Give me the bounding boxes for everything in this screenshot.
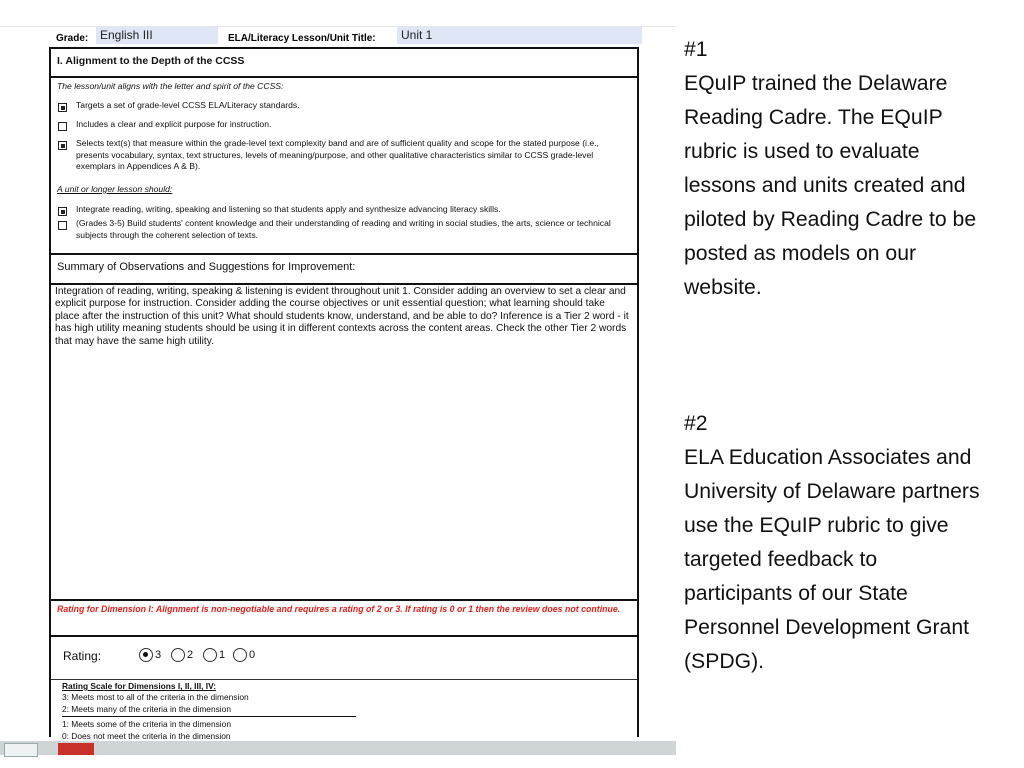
summary-heading-band bbox=[51, 253, 637, 285]
criterion-text: Selects text(s) that measure within the grade-level text complexity band and are of sufficient quality and scope for the stated purpose (i.e., presents vocabulary, syntax, text structures, levels of meaning/purpose, and other qualitative characteristics similar to CCSS grade-level exemplars in Appendices A & B). bbox=[76, 138, 599, 171]
section-heading-band bbox=[51, 49, 637, 78]
rating-option-label: 1 bbox=[219, 649, 226, 661]
title-field[interactable]: Unit 1 bbox=[397, 27, 642, 44]
rating-scale bbox=[51, 679, 637, 739]
criteria-band bbox=[51, 76, 637, 255]
title-label: ELA/Literacy Lesson/Unit Title: bbox=[228, 33, 376, 44]
red-note-band bbox=[51, 599, 637, 637]
rating-radio-3[interactable] bbox=[139, 648, 153, 662]
criterion-checkbox[interactable] bbox=[58, 103, 67, 112]
criterion-checkbox[interactable] bbox=[58, 122, 67, 131]
summary-heading: Summary of Observations and Suggestions for Improvement: bbox=[57, 261, 356, 273]
note-1-text: EQuIP trained the Delaware Reading Cadre. The EQuIP rubric is used to evaluate lessons and units created and piloted by Reading Cadre to be posted as models on our website. bbox=[684, 72, 977, 299]
rating-radio-2[interactable] bbox=[171, 648, 185, 662]
rating-scale-line: 0: Does not meet the criteria in the dimension bbox=[62, 731, 231, 741]
taskbar-app-icon[interactable] bbox=[58, 743, 94, 755]
summary-textarea[interactable] bbox=[51, 283, 637, 601]
unit-criterion-text: (Grades 3-5) Build students' content knowledge and their understanding of reading and writing in social studies, the arts, science or technical subjects through the coherent selection of texts. bbox=[76, 218, 611, 240]
rating-label: Rating: bbox=[63, 649, 102, 663]
rating-scale-line: 3: Meets most to all of the criteria in the dimension bbox=[62, 692, 249, 702]
rating-option-label: 0 bbox=[249, 649, 256, 661]
rating-radio-0[interactable] bbox=[233, 648, 247, 662]
grade-field[interactable]: English III bbox=[96, 27, 218, 44]
criterion-text: Includes a clear and explicit purpose for instruction. bbox=[76, 119, 272, 129]
rating-option-label: 3 bbox=[155, 649, 162, 661]
criterion-text: Targets a set of grade-level CCSS ELA/Literacy standards. bbox=[76, 100, 300, 110]
section-heading: I. Alignment to the Depth of the CCSS bbox=[57, 55, 245, 67]
note-2-number: #2 bbox=[684, 412, 708, 435]
form-header-row bbox=[54, 27, 644, 49]
unit-criterion-text: Integrate reading, writing, speaking and listening so that students apply and synthesize advancing literacy skills. bbox=[76, 204, 501, 214]
rating-option-label: 2 bbox=[187, 649, 194, 661]
scale-divider bbox=[62, 716, 356, 717]
criterion-checkbox[interactable] bbox=[58, 141, 67, 150]
note-1 bbox=[684, 33, 984, 305]
grade-label: Grade: bbox=[56, 33, 89, 44]
note-1-number: #1 bbox=[684, 38, 708, 61]
taskbar bbox=[0, 741, 676, 755]
criteria-intro: The lesson/unit aligns with the letter and spirit of the CCSS: bbox=[57, 81, 284, 91]
rating-scale-line: 2: Meets many of the criteria in the dimension bbox=[62, 704, 231, 714]
note-2-text: ELA Education Associates and University of Delaware partners use the EQuIP rubric to give targeted feedback to participants of our State Personnel Development Grant (SPDG). bbox=[684, 446, 980, 673]
unit-criterion-checkbox[interactable] bbox=[58, 207, 67, 216]
unit-criterion-checkbox[interactable] bbox=[58, 221, 67, 230]
rating-row bbox=[51, 635, 637, 680]
rubric-form bbox=[49, 47, 639, 741]
rating-scale-line: 1: Meets some of the criteria in the dimension bbox=[62, 719, 231, 729]
note-2 bbox=[684, 407, 984, 679]
summary-text[interactable]: Integration of reading, writing, speaking & listening is evident throughout unit 1. Consider adding an overview to set a clear and explicit purpose for instruction. Consider adding the course objectives or unit essential question; what learning should take place after the instruction of this unit? What should students know, understand, and be able to do? Inference is a Tier 2 word - it has high utility meaning students should be using it in different contexts across the content areas. Check the other Tier 2 words that may have the same high utility. bbox=[55, 286, 629, 347]
red-note: Rating for Dimension I: Alignment is non-negotiable and requires a rating of 2 or 3. If rating is 0 or 1 then the review does not continue. bbox=[57, 604, 621, 614]
rating-radio-1[interactable] bbox=[203, 648, 217, 662]
unit-heading: A unit or longer lesson should: bbox=[57, 184, 173, 194]
taskbar-button[interactable] bbox=[4, 743, 38, 757]
rubric-screenshot bbox=[0, 26, 676, 741]
rating-scale-title: Rating Scale for Dimensions I, II, III, IV: bbox=[62, 681, 217, 691]
